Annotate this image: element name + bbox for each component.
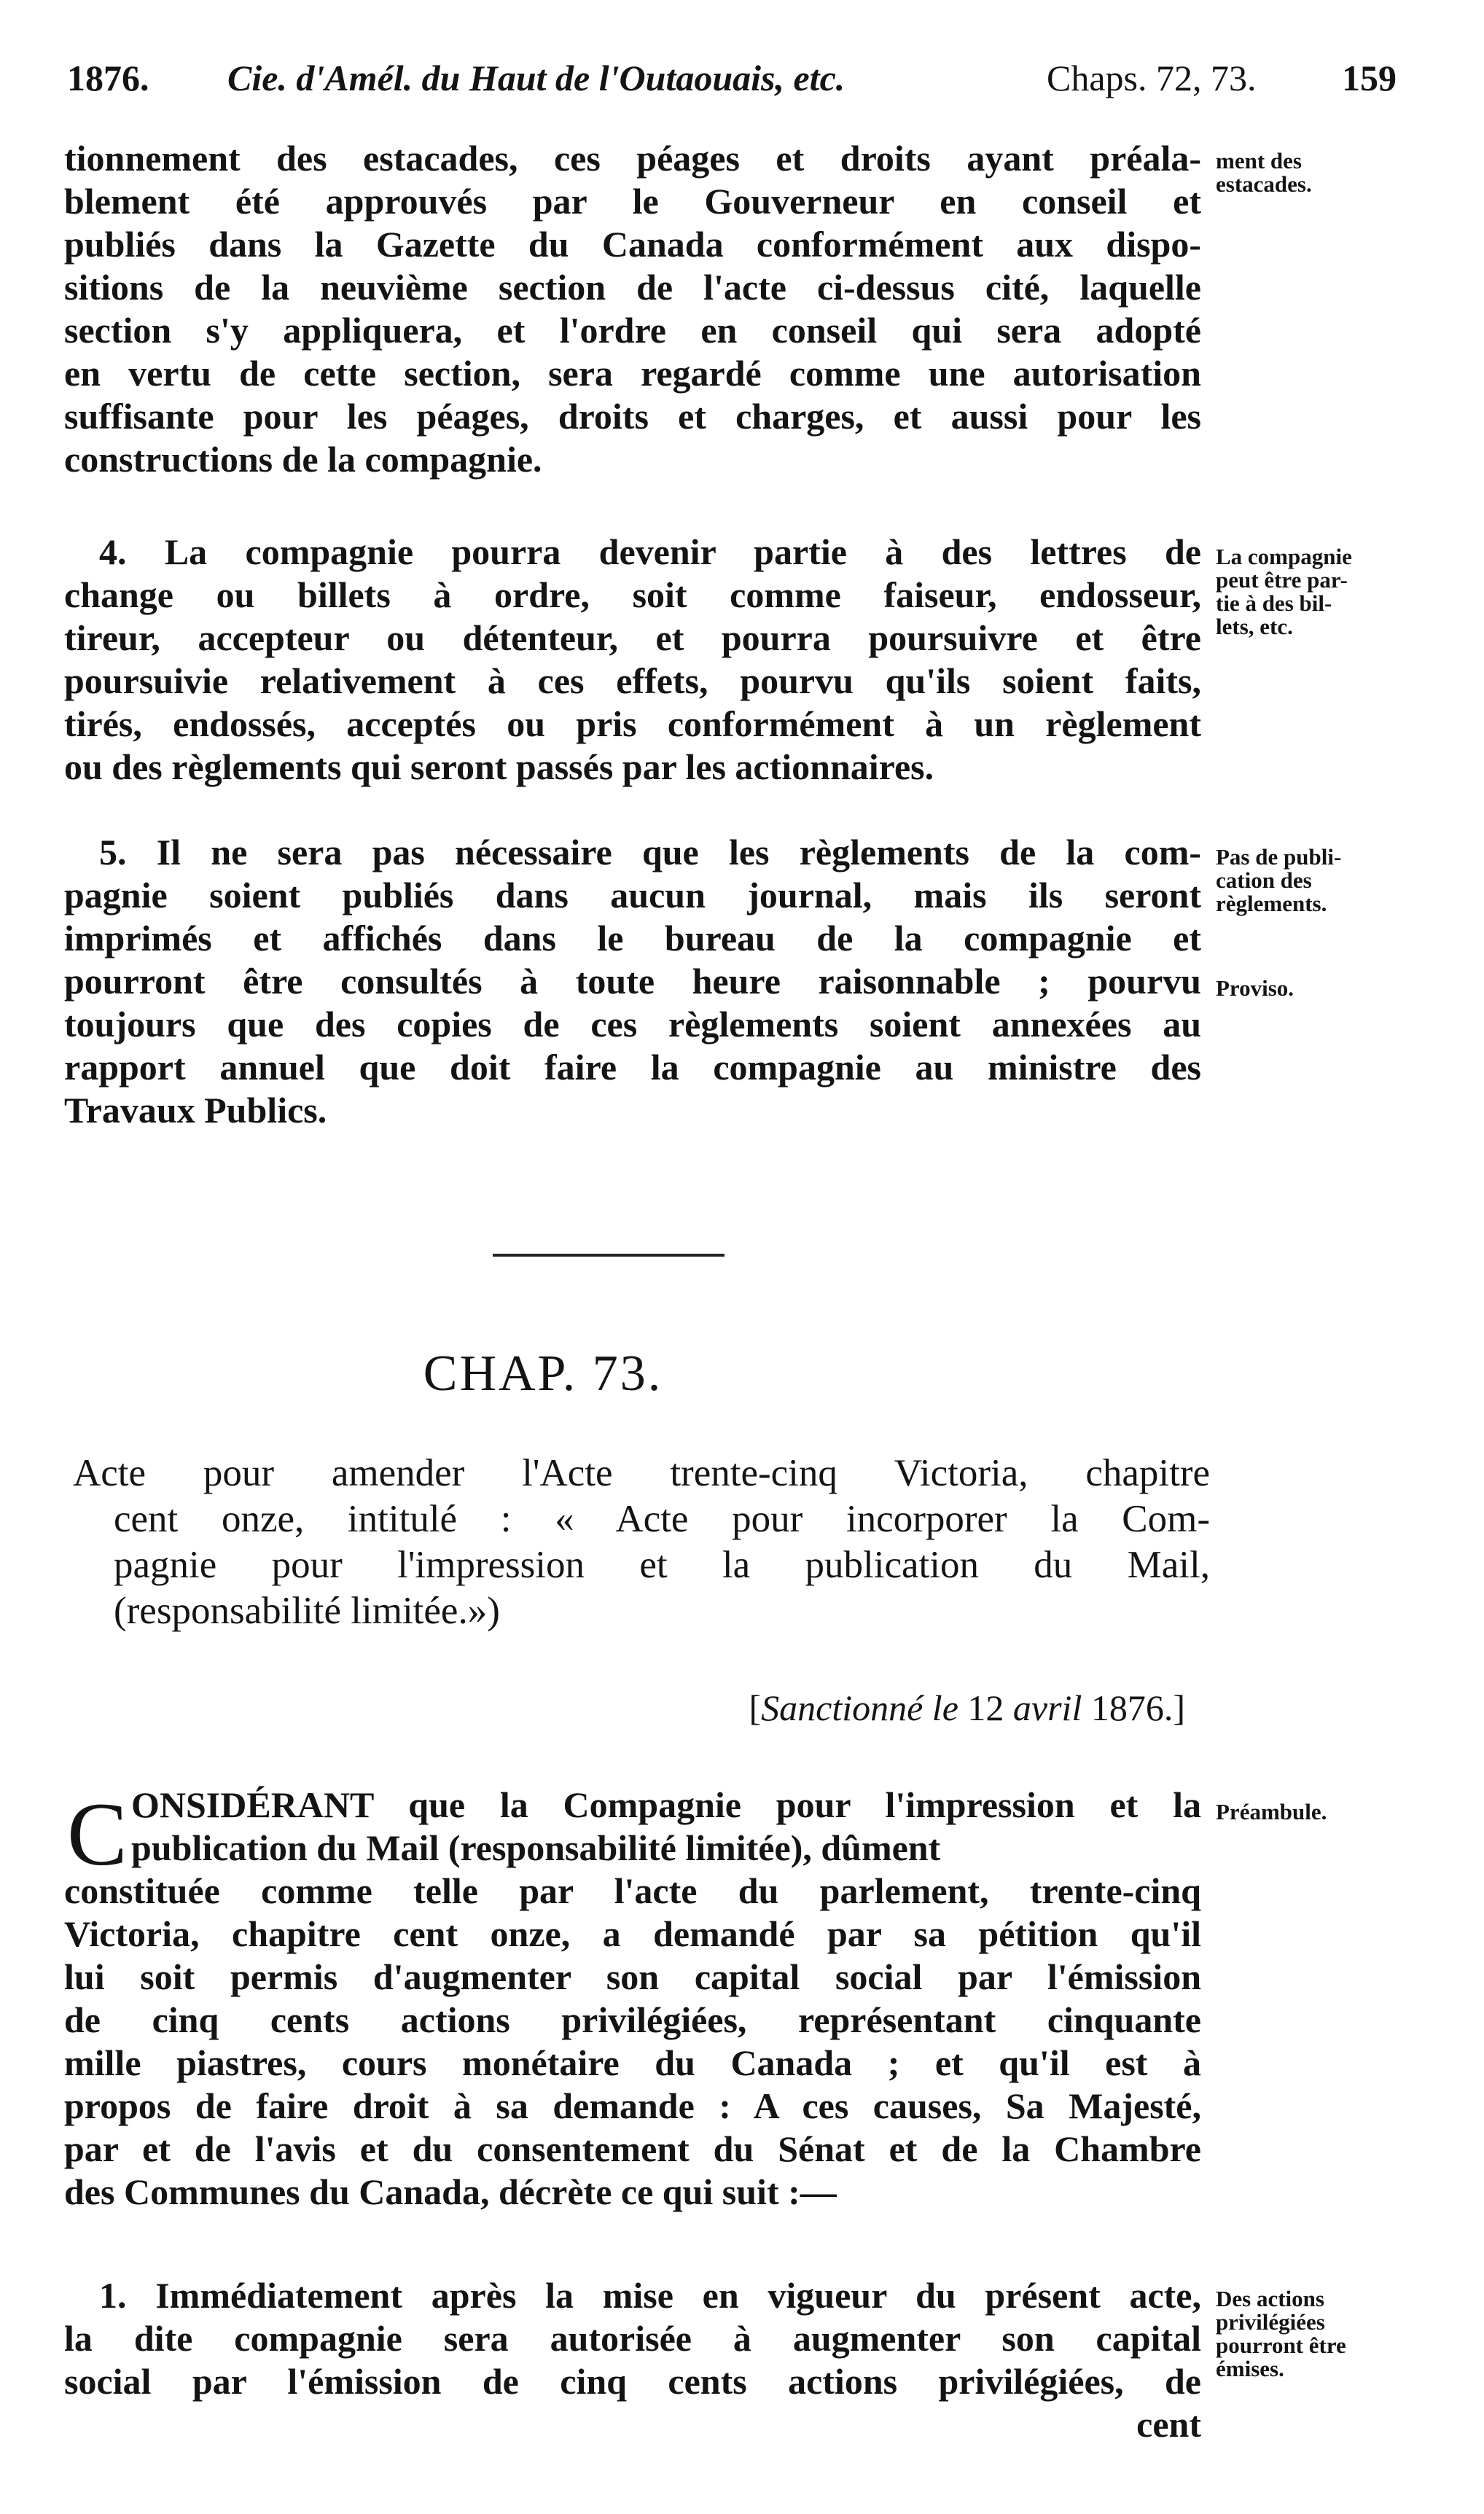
text-line: poursuivie relativement à ces effets, pourvu qu'ils soient faits, [64,660,1201,701]
text-line: mille piastres, cours monétaire du Canada ; et qu'il est à [64,2042,1201,2083]
act-title [73,1451,1210,1634]
act-title-line: pagnie pour l'impression et la publication du Mail, [114,1544,1210,1586]
margin-note-line: ment des [1216,148,1302,173]
header-year: 1876. [67,58,149,98]
paragraph-continuation [64,137,1201,481]
text-line: ONSIDÉRANT que la Compagnie pour l'impression et la [131,1784,1201,1825]
section-1 [64,2274,1201,2446]
text-line: change ou billets à ordre, soit comme faiseur, endosseur, [64,574,1201,615]
margin-note-actions [1216,2287,1434,2381]
margin-note-line: Préambule. [1216,1799,1327,1824]
margin-note-line: La compagnie [1216,544,1352,569]
margin-note-lettres [1216,545,1434,639]
text-line: 1. Immédiatement après la mise en vigueur du présent acte, [99,2275,1201,2316]
text-line: propos de faire droit à sa demande : A ces causes, Sa Majesté, [64,2085,1201,2126]
text-line: constructions de la compagnie. [64,439,542,480]
text-line: social par l'émission de cinq cents actions privilégiées, de [64,2361,1201,2402]
act-title-line: cent onze, intitulé : « Acte pour incorporer la Com- [114,1498,1210,1540]
text-line: par et de l'avis et du consentement du Sénat et de la Chambre [64,2128,1201,2169]
text-line: tireur, accepteur ou détenteur, et pourra poursuivre et être [64,617,1201,658]
section-divider [493,1254,725,1257]
text-line: publication du Mail (responsabilité limitée), dûment [131,1827,941,1868]
margin-note-line: Proviso. [1216,975,1294,1001]
text-line: des Communes du Canada, décrète ce qui suit :— [64,2171,837,2212]
text-line: suffisante pour les péages, droits et charges, et aussi pour les [64,396,1201,437]
margin-note-line: lets, etc. [1216,614,1293,639]
section-5 [64,831,1201,1132]
sanction-label: Sanctionné le [761,1687,958,1728]
margin-note-line: tie à des bil- [1216,590,1332,616]
text-line: 5. Il ne sera pas nécessaire que les règlements de la com- [99,832,1201,873]
text-line: pourront être consultés à toute heure raisonnable ; pourvu [64,961,1201,1002]
act-title-line: Acte pour amender l'Acte trente-cinq Victoria, chapitre [73,1452,1210,1494]
catchword: cent [1136,2404,1201,2445]
sanction-year: 1876.] [1082,1687,1185,1728]
text-line: rapport annuel que doit faire la compagnie au ministre des [64,1047,1201,1088]
margin-note-publication [1216,846,1434,916]
text-line: en vertu de cette section, sera regardé comme une autorisation [64,353,1201,394]
text-line: imprimés et affichés dans le bureau de la compagnie et [64,918,1201,959]
margin-note-line: privilégiées [1216,2309,1325,2335]
margin-note-line: peut être par- [1216,567,1348,593]
page-number: 159 [1342,58,1397,98]
sanction-day: 12 [958,1687,1013,1728]
act-title-line: (responsabilité limitée.») [114,1590,500,1632]
margin-note-proviso [1216,977,1434,1000]
drop-cap: C [67,1784,128,1884]
text-line: de cinq cents actions privilégiées, représentant cinquante [64,1999,1201,2040]
margin-note-line: estacades. [1216,171,1312,197]
margin-note-line: Des actions [1216,2286,1324,2311]
margin-note-estacades [1216,149,1434,196]
preamble-paragraph [64,1784,1201,2214]
text-line: constituée comme telle par l'acte du parlement, trente-cinq [64,1870,1201,1911]
text-line: ou des règlements qui seront passés par les actionnaires. [64,746,934,787]
sanction-month: avril [1012,1687,1082,1728]
text-line: publiés dans la Gazette du Canada conformément aux dispo- [64,224,1201,265]
text-line: Travaux Publics. [64,1090,327,1131]
text-line: tirés, endossés, acceptés ou pris conformément à un règlement [64,703,1201,744]
margin-note-line: pourront être [1216,2333,1346,2358]
margin-note-preambule [1216,1800,1434,1824]
text-line: sitions de la neuvième section de l'acte ci-dessus cité, laquelle [64,267,1201,308]
header-title: Cie. d'Amél. du Haut de l'Outaouais, etc. [227,58,846,98]
header-chapters: Chaps. 72, 73. [1047,58,1257,98]
text-line: blement été approuvés par le Gouverneur en conseil et [64,181,1201,222]
text-line: 4. La compagnie pourra devenir partie à des lettres de [99,531,1201,572]
sanction-date [749,1686,1185,1730]
text-line: la dite compagnie sera autorisée à augmenter son capital [64,2318,1201,2359]
margin-note-line: règlements. [1216,891,1327,916]
section-4 [64,531,1201,789]
margin-note-line: Pas de publi- [1216,844,1342,870]
margin-note-line: émises. [1216,2356,1284,2381]
text-line: lui soit permis d'augmenter son capital social par l'émission [64,1956,1201,1997]
margin-note-line: cation des [1216,867,1312,893]
text-line: Victoria, chapitre cent onze, a demandé par sa pétition qu'il [64,1913,1201,1954]
text-line: section s'y appliquera, et l'ordre en conseil qui sera adopté [64,310,1201,351]
text-line: tionnement des estacades, ces péages et droits ayant préala- [64,138,1201,179]
running-header [67,52,1397,104]
sanction-prefix: [ [749,1687,762,1728]
chapter-title: CHAP. 73. [423,1346,663,1402]
text-line: pagnie soient publiés dans aucun journal, mais ils seront [64,875,1201,916]
text-line: toujours que des copies de ces règlements soient annexées au [64,1004,1201,1045]
